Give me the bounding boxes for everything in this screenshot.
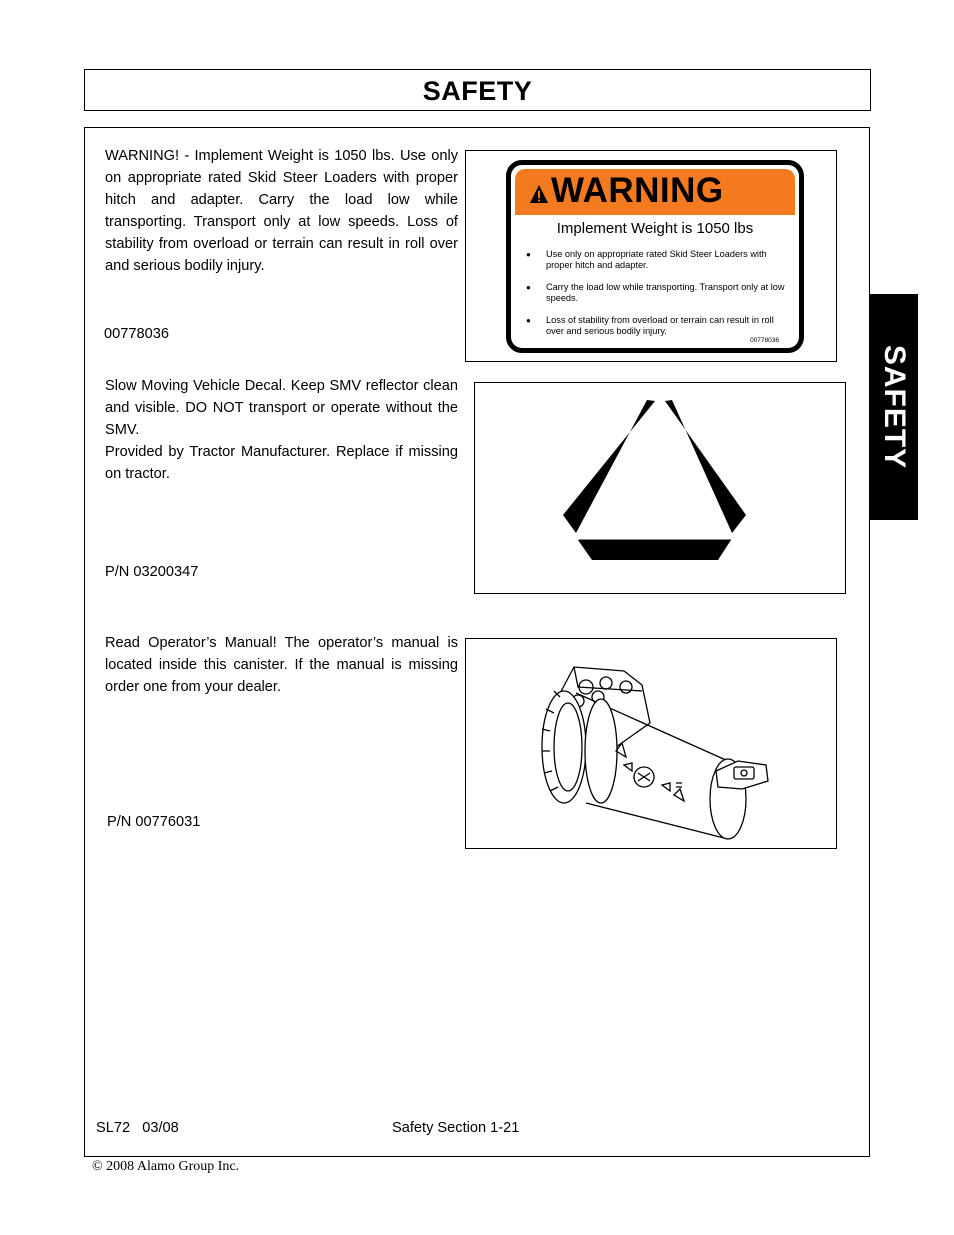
smv-triangle-icon: [475, 383, 847, 595]
warning-signal-word: WARNING: [551, 171, 724, 210]
manual-canister-icon: [466, 639, 838, 850]
manual-canister-part-number: P/N 00776031: [107, 814, 201, 830]
side-tab: [869, 294, 918, 520]
footer-model-date: SL72 03/08: [96, 1120, 179, 1136]
smv-provided-note: Provided by Tractor Manufacturer. Replace if missing on tractor.: [105, 444, 458, 482]
copyright-notice: © 2008 Alamo Group Inc.: [92, 1159, 240, 1174]
manual-canister-description: Read Operator’s Manual! The operator’s manual is located inside this canister. If the manual is missing order one from your dealer.: [105, 635, 458, 695]
decal-bullet-list: [521, 249, 789, 348]
warning-triangle-icon: [529, 184, 549, 204]
smv-description: Slow Moving Vehicle Decal. Keep SMV reflector clean and visible. DO NOT transport or operate without the SMV.: [105, 378, 458, 438]
warning-part-number: 00778036: [104, 326, 169, 342]
smv-decal-frame: [474, 382, 846, 594]
page-title: SAFETY: [422, 76, 533, 106]
side-tab-label: SAFETY: [877, 344, 911, 470]
footer-section-page: Safety Section 1-21: [392, 1120, 520, 1136]
decal-bullet: ● Use only on appropriate rated Skid Steer Loaders with proper hitch and adapter.: [521, 249, 789, 282]
decal-title: Implement Weight is 1050 lbs: [556, 220, 754, 237]
decal-bullet: ● Carry the load low while transporting. Transport only at low speeds.: [521, 282, 789, 315]
smv-part-number: P/N 03200347: [105, 564, 199, 580]
page-header: [84, 69, 871, 111]
manual-canister-frame: [465, 638, 837, 849]
decal-bullet: ● Loss of stability from overload or terrain can result in roll over and serious bodily injury.: [521, 315, 789, 348]
warning-decal-frame: [465, 150, 837, 362]
warning-banner: [515, 169, 795, 215]
warning-decal: [506, 160, 804, 353]
decal-code: 00778036: [750, 337, 779, 344]
warning-description: WARNING! - Implement Weight is 1050 lbs. Use only on appropriate rated Skid Steer Loaders with proper hitch and adapter. Carry the load low while transporting. Transport only at low speeds. Loss of stability from overload or terrain can result in roll over and serious bodily injury.: [105, 148, 458, 274]
